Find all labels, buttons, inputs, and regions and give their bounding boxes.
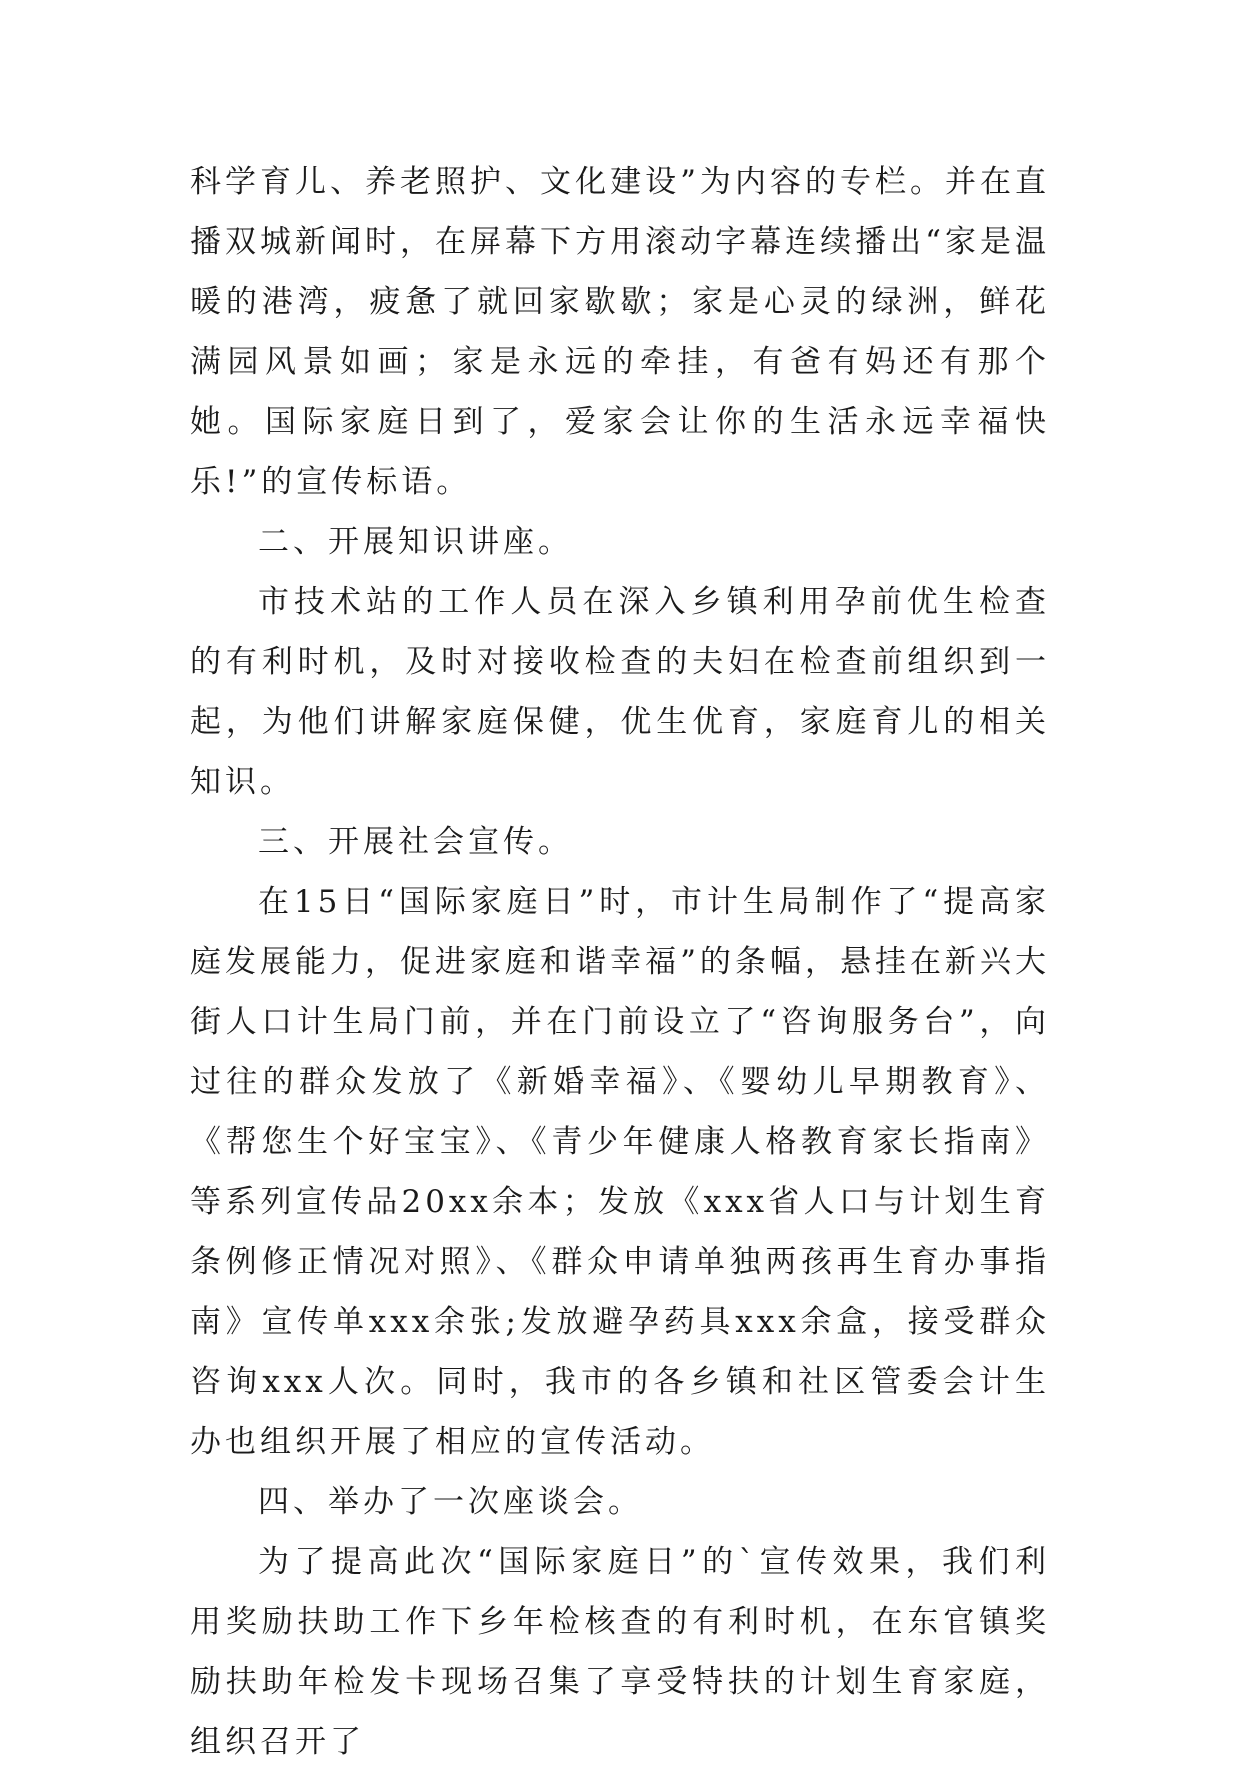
- paragraph-continued-column: 科学育儿、养老照护、文化建设”为内容的专栏。并在直播双城新闻时，在屏幕下方用滚动字幕连续播出“家是温暖的港湾，疲惫了就回家歇歇；家是心灵的绿洲，鲜花满园风景如画；家是永远的牵挂，有爸有妈还有那个她。国际家庭日到了，爱家会让你的生活永远幸福快乐!”的宣传标语。: [190, 164, 1050, 500]
- document-body: [190, 152, 1050, 1772]
- heading-social-publicity: 三、开展社会宣传。: [258, 824, 573, 860]
- paragraph-symposium: 为了提高此次“国际家庭日”的`宣传效果，我们利用奖励扶助工作下乡年检核查的有利时机，在东官镇奖励扶助年检发卡现场召集了享受特扶的计划生育家庭，组织召开了: [190, 1544, 1050, 1760]
- paragraph-publicity: 在15日“国际家庭日”时，市计生局制作了“提高家庭发展能力，促进家庭和谐幸福”的条幅，悬挂在新兴大街人口计生局门前，并在门前设立了“咨询服务台”，向过往的群众发放了《新婚幸福》、《婴幼儿早期教育》、《帮您生个好宝宝》、《青少年健康人格教育家长指南》等系列宣传品20xx余本；发放《xxx省人口与计划生育条例修正情况对照》、《群众申请单独两孩再生育办事指南》宣传单xxx余张;发放避孕药具xxx余盒，接受群众咨询xxx人次。同时，我市的各乡镇和社区管委会计生办也组织开展了相应的宣传活动。: [190, 884, 1050, 1460]
- heading-symposium: 四、举办了一次座谈会。: [258, 1484, 643, 1520]
- heading-knowledge-lecture: 二、开展知识讲座。: [258, 524, 573, 560]
- paragraph-lecture: 市技术站的工作人员在深入乡镇利用孕前优生检查的有利时机，及时对接收检查的夫妇在检查前组织到一起，为他们讲解家庭保健，优生优育，家庭育儿的相关知识。: [190, 584, 1050, 800]
